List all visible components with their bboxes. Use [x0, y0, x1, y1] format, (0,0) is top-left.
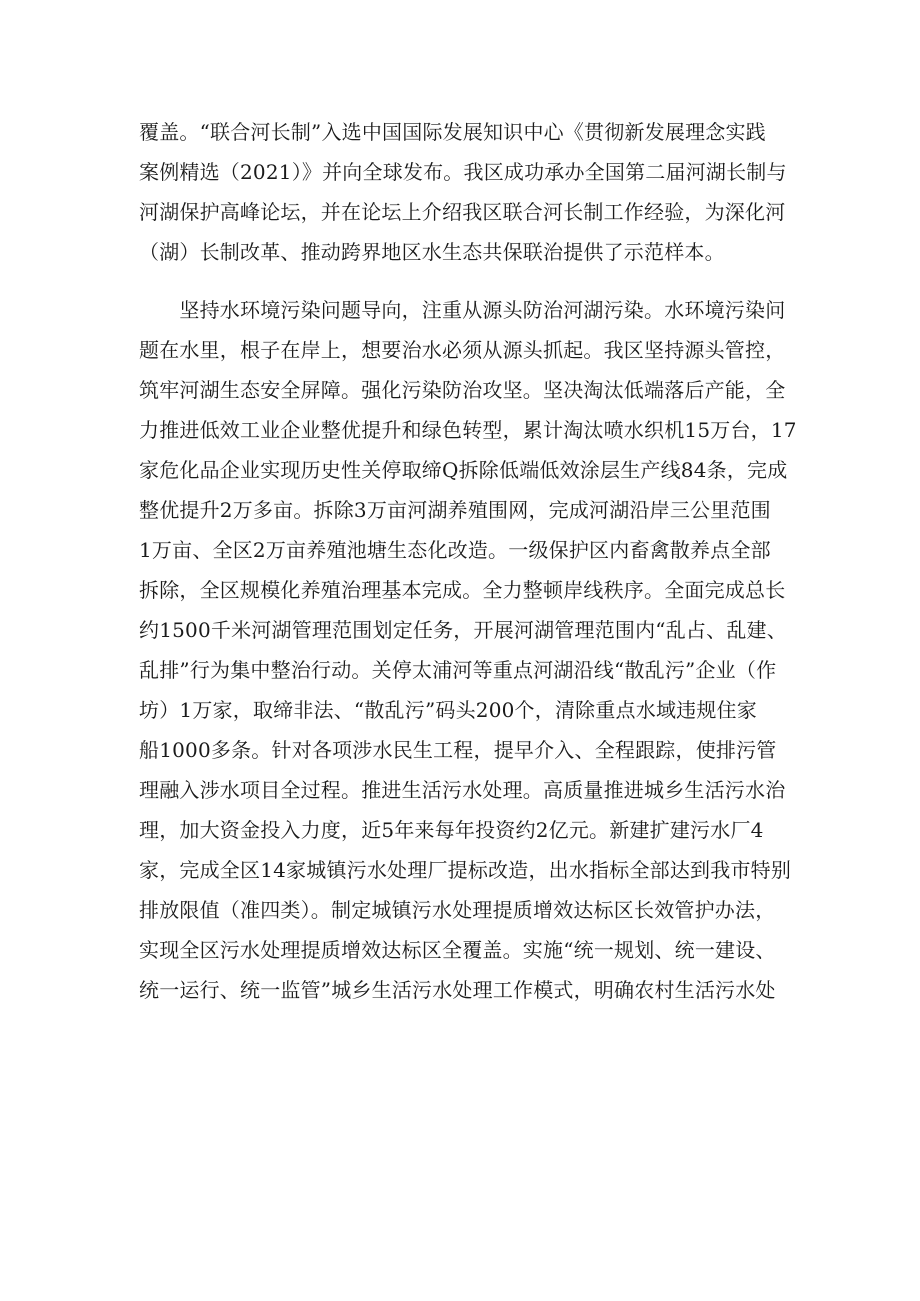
- text-line: 题在水里，根子在岸上，想要治水必须从源头抓起。我区坚持源头管控，: [139, 338, 786, 362]
- document-body: [139, 112, 799, 1010]
- text-line: 家，完成全区14家城镇污水处理厂提标改造，出水指标全部达到我市特别: [139, 858, 792, 882]
- text-line: 拆除，全区规模化养殖治理基本完成。全力整顿岸线秩序。全面完成总长: [139, 578, 786, 602]
- paragraph-gap: [139, 272, 799, 290]
- text-line: 整优提升2万多亩。拆除3万亩河湖养殖围网，完成河湖沿岸三公里范围: [139, 498, 771, 522]
- text-line: 家危化品企业实现历史性关停取缔Q拆除低端低效涂层生产线84条，完成: [139, 458, 788, 482]
- text-line: 理，加大资金投入力度，近5年来每年投资约2亿元。新建扩建污水厂4: [139, 818, 764, 842]
- text-line: 坊）1万家，取缔非法、“散乱污”码头200个，清除重点水域违规住家: [139, 698, 757, 722]
- text-line: 覆盖。“联合河长制”入选中国国际发展知识中心《贯彻新发展理念实践: [139, 120, 766, 144]
- text-line: 排放限值（准四类）。制定城镇污水处理提质增效达标区长效管护办法，: [139, 898, 776, 922]
- text-line: 1万亩、全区2万亩养殖池塘生态化改造。一级保护区内畜禽散养点全部: [139, 538, 771, 562]
- text-line: （湖）长制改革、推动跨界地区水生态共保联治提供了示范样本。: [139, 240, 725, 264]
- text-line: 统一运行、统一监管”城乡生活污水处理工作模式，明确农村生活污水处: [139, 978, 776, 1002]
- text-line: 约1500千米河湖管理范围划定任务，开展河湖管理范围内“乱占、乱建、: [139, 618, 787, 642]
- text-line: 船1000多条。针对各项涉水民生工程，提早介入、全程跟踪，使排污管: [139, 738, 777, 762]
- text-line: 坚持水环境污染问题导向，注重从源头防治河湖污染。水环境污染问: [139, 298, 786, 322]
- text-line: 案例精选（2021）》并向全球发布。我区成功承办全国第二届河湖长制与: [139, 160, 787, 184]
- text-line: 河湖保护高峰论坛，并在论坛上介绍我区联合河长制工作经验，为深化河: [139, 200, 786, 224]
- text-line: 实现全区污水处理提质增效达标区全覆盖。实施“统一规划、统一建设、: [139, 938, 776, 962]
- text-line: 筑牢河湖生态安全屏障。强化污染防治攻坚。坚决淘汰低端落后产能，全: [139, 378, 786, 402]
- text-line: 乱排”行为集中整治行动。关停太浦河等重点河湖沿线“散乱污”企业（作: [139, 658, 777, 682]
- text-line: 理融入涉水项目全过程。推进生活污水处理。高质量推进城乡生活污水治: [139, 778, 786, 802]
- text-line: 力推进低效工业企业整优提升和绿色转型，累计淘汰喷水织机15万台，17: [139, 418, 797, 442]
